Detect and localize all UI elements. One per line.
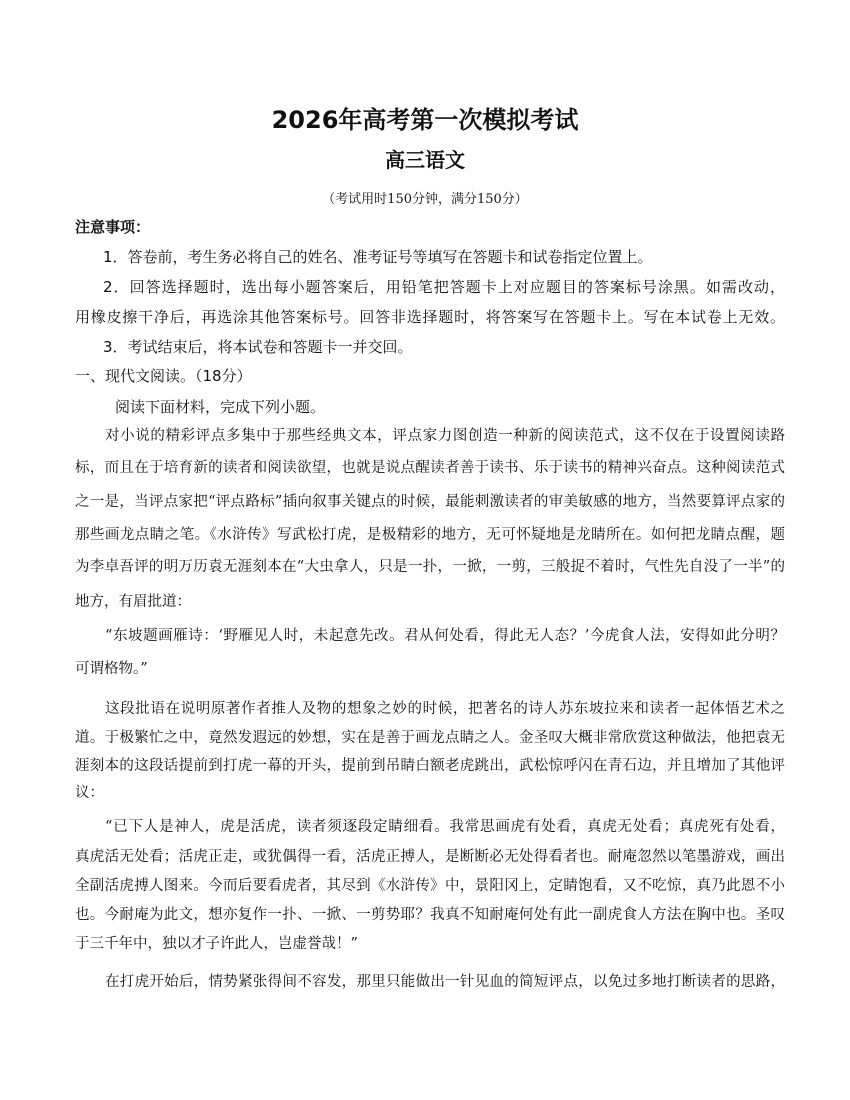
- passage-line: 对小说的精彩评点多集中于那些经典文本，评点家力图创造一种新的阅读范式，这不仅在于设置阅读路: [105, 428, 785, 444]
- passage-line: “东坡题画雁诗：‘野雁见人时，未起意先改。君从何处看，得此无人态？’今虎食人法，安得如此分明？: [105, 628, 785, 644]
- subject-title: 高三语文: [385, 148, 465, 172]
- notice-item-3: 3．考试结束后，将本试卷和答题卡一并交回。: [103, 338, 413, 356]
- exam-note: （考试用时150分钟，满分150分）: [322, 192, 528, 207]
- notice-item-2-cont: 用橡皮擦干净后，再选涂其他答案标号。回答非选择题时，将答案写在答题卡上。写在本试卷上无效。: [75, 308, 785, 326]
- passage-line: 全副活虎搏人图来。今而后要看虎者，其尽到《水浒传》中，景阳冈上，定睛饱看，又不吃惊，真乃此恩不小: [75, 878, 785, 894]
- section-instruction: 阅读下面材料，完成下列小题。: [115, 398, 326, 416]
- passage-line: 涯刻本的这段话提前到打虎一幕的开头，提前到吊睛白额老虎跳出，武松惊呼闪在青石边，并且增加了其他评: [75, 758, 785, 774]
- passage-line: 那些画龙点睛之笔。《水浒传》写武松打虎，是极精彩的地方，无可怀疑地是龙睛所在。如何把龙睛点醒，题: [75, 527, 785, 543]
- passage-line: 之一是，当评点家把“评点路标”插向叙事关键点的时候，最能刺激读者的审美敏感的地方，当然要算评点家的: [75, 494, 785, 510]
- passage-line: 真虎活无处看；活虎正走，或犹偶得一看，活虎正搏人，是断断必无处得看者也。耐庵忽然以笔墨游戏，画出: [75, 849, 785, 865]
- passage-line: 标，而且在于培育新的读者和阅读欲望，也就是说点醒读者善于读书、乐于读书的精神兴奋点。这种阅读范式: [75, 460, 785, 476]
- passage-line: 于三千年中，独以才子许此人，岂虚誉哉！”: [75, 936, 358, 952]
- passage-line: “已下人是神人，虎是活虎，读者须逐段定睛细看。我常思画虎有处看，真虎无处看；真虎死有处看，: [105, 819, 785, 835]
- passage-line: 议：: [75, 785, 104, 801]
- passage-line: 道。于极繁忙之中，竟然发遐远的妙想，实在是善于画龙点睛之人。金圣叹大概非常欣赏这种做法，他把袁无: [75, 730, 785, 746]
- passage-line: 可谓格物。”: [75, 661, 148, 677]
- section-heading: 一、现代文阅读。（18分）: [75, 367, 252, 385]
- passage-line: 为李卓吾评的明万历袁无涯刻本在“大虫拿人，只是一扑，一掀，一剪，三般捉不着时，气性先自没了一半”的: [75, 559, 785, 575]
- page-title: 2026年高考第一次模拟考试: [271, 106, 579, 134]
- passage-line: 也。今耐庵为此文，想亦复作一扑、一掀、一剪势耶？我真不知耐庵何处有此一副虎食人方法在胸中也。圣叹: [75, 907, 785, 923]
- notice-item-2: 2．回答选择题时，选出每小题答案后，用铅笔把答题卡上对应题目的答案标号涂黑。如需改动，: [103, 278, 785, 296]
- notice-heading: 注意事项：: [75, 218, 151, 236]
- passage-line: 这段批语在说明原著作者推人及物的想象之妙的时候，把著名的诗人苏东坡拉来和读者一起体悟艺术之: [105, 701, 785, 717]
- notice-item-1: 1．答卷前，考生务必将自己的姓名、准考证号等填写在答题卡和试卷指定位置上。: [103, 248, 653, 266]
- passage-line: 地方，有眉批道：: [75, 594, 191, 610]
- passage-line: 在打虎开始后，情势紧张得间不容发，那里只能做出一针见血的简短评点，以免过多地打断读者的思路，: [105, 974, 785, 990]
